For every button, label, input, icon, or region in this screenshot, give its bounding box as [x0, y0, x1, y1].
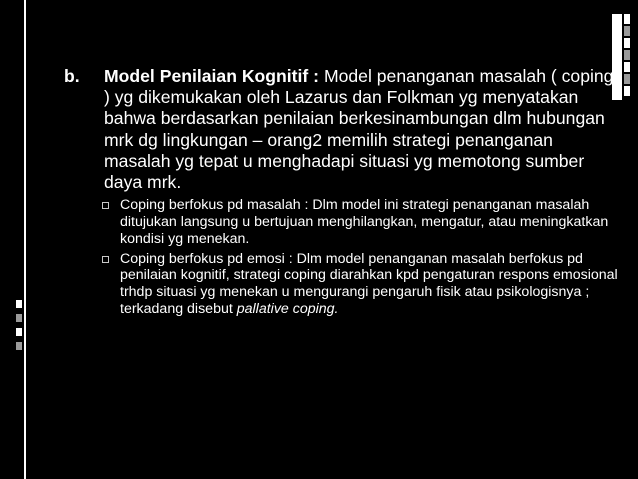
sub-item-body: Coping berfokus pd masalah : Dlm model ini strategi penanganan masalah ditujukan langsung u bertujuan menghilangkan, mengatur, atau meningkatkan kondisi yg menekan.	[120, 197, 609, 247]
decorative-block	[624, 38, 630, 48]
sub-list	[64, 197, 626, 318]
sub-item-body: Coping berfokus pd emosi : Dlm model penanganan masalah berfokus pd penilaian kognitif, strategi coping diarahkan kpd pengaturan respons emosional trhdp situasi yg menekan u mengurangi pengaruh fisik atau psikologisnya ; terkadang disebut	[120, 250, 618, 317]
square-bullet-icon	[99, 251, 120, 318]
slide-content	[64, 66, 626, 321]
decorative-block	[16, 300, 22, 308]
sub-item-text	[120, 197, 626, 247]
sub-item-italic: pallative coping.	[236, 301, 339, 317]
sub-item-text	[120, 251, 626, 318]
decorative-block	[16, 314, 22, 322]
main-list-item	[64, 66, 626, 193]
sub-list-item	[99, 251, 626, 318]
item-text: Model penanganan masalah ( coping ) yg dikemukakan oleh Lazarus dan Folkman yg menyatakan bahwa berdasarkan penilaian berkesinambungan dlm hubungan mrk dg lingkungan – orang2 memilih strategi penanganan masalah yg tepat u menghadapi situasi yg memotong sumber daya mrk.	[104, 66, 614, 193]
square-bullet-icon	[99, 197, 120, 247]
item-marker: b.	[64, 66, 80, 86]
decorative-block	[624, 50, 630, 60]
decorative-block	[16, 342, 22, 350]
decorative-block	[624, 26, 630, 36]
decorative-block	[16, 328, 22, 336]
decorative-block	[624, 14, 630, 24]
item-body	[104, 66, 626, 193]
decorative-vertical-line	[24, 0, 26, 479]
sub-list-item	[99, 197, 626, 247]
item-title: Model Penilaian Kognitif :	[104, 66, 320, 86]
